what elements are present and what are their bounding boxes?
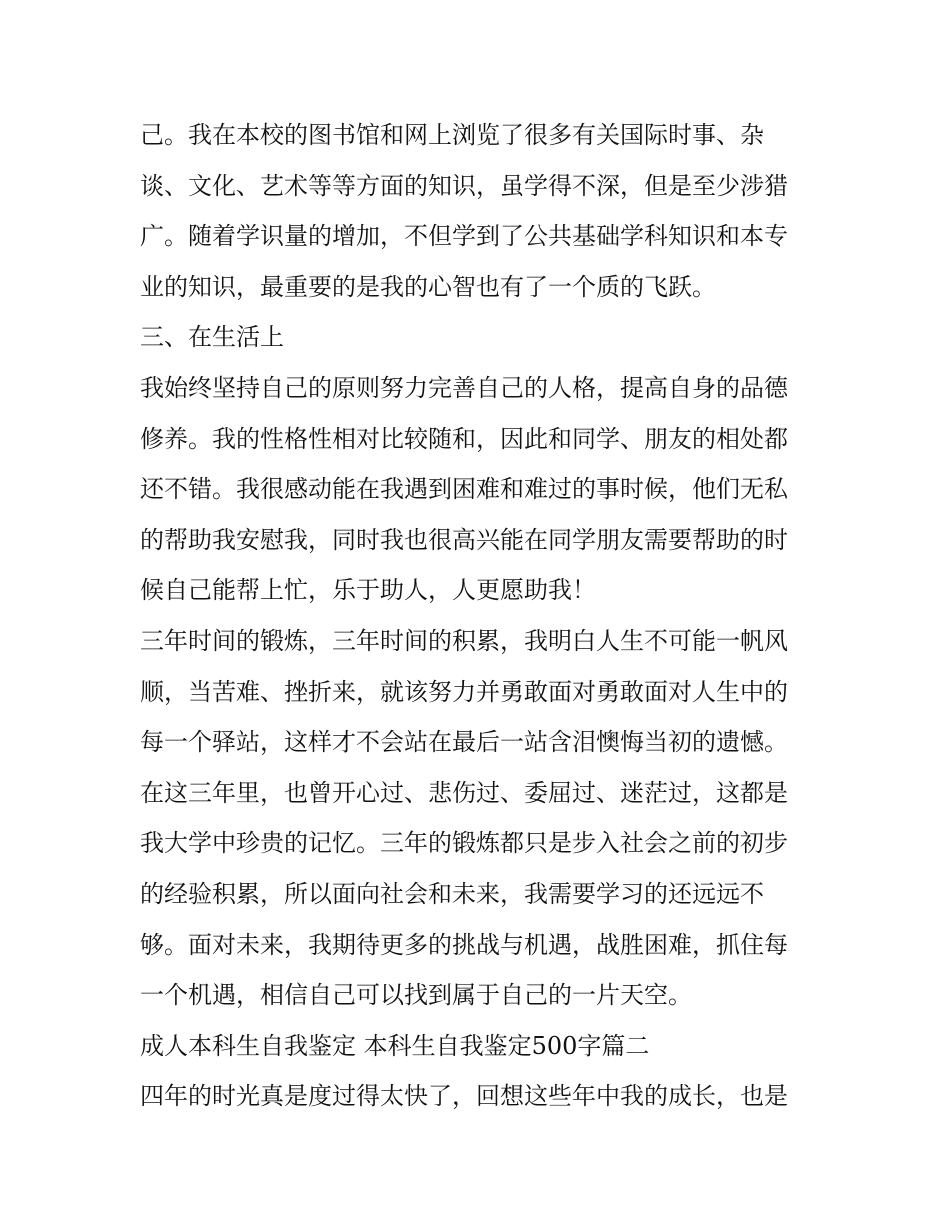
text-line: 三年时间的锻炼，三年时间的积累，我明白人生不可能一帆风: [140, 626, 788, 655]
section-heading: 三、在生活上: [140, 323, 284, 352]
text-line: 在这三年里，也曾开心过、悲伤过、委屈过、迷茫过，这都是: [140, 778, 788, 807]
text-line: 业的知识，最重要的是我的心智也有了一个质的飞跃。: [140, 272, 716, 301]
article-title: 成人本科生自我鉴定 本科生自我鉴定500字篇二: [140, 1031, 650, 1060]
text-line: 广。随着学识量的增加，不但学到了公共基础学科知识和本专: [140, 222, 788, 251]
text-line: 够。面对未来，我期待更多的挑战与机遇，战胜困难，抓住每: [140, 930, 788, 959]
document-body: [140, 110, 820, 1122]
text-line: 顺，当苦难、挫折来，就该努力并勇敢面对勇敢面对人生中的: [140, 677, 788, 706]
text-line: 一个机遇，相信自己可以找到属于自己的一片天空。: [140, 981, 692, 1010]
text-line: 谈、文化、艺术等等方面的知识，虽学得不深，但是至少涉猎: [140, 171, 788, 200]
text-line: 候自己能帮上忙，乐于助人，人更愿助我！: [140, 576, 596, 605]
text-line: 的帮助我安慰我，同时我也很高兴能在同学朋友需要帮助的时: [140, 525, 788, 554]
text-line: 的经验积累，所以面向社会和未来，我需要学习的还远远不: [140, 879, 764, 908]
text-line: 修养。我的性格性相对比较随和，因此和同学、朋友的相处都: [140, 424, 788, 453]
text-line: 我始终坚持自己的原则努力完善自己的人格，提高自身的品德: [140, 373, 788, 402]
text-line: 我大学中珍贵的记忆。三年的锻炼都只是步入社会之前的初步: [140, 829, 788, 858]
text-line: 四年的时光真是度过得太快了，回想这些年中我的成长，也是: [140, 1082, 788, 1111]
text-line: 还不错。我很感动能在我遇到困难和难过的事时候，他们无私: [140, 475, 788, 504]
text-line: 己。我在本校的图书馆和网上浏览了很多有关国际时事、杂: [140, 121, 764, 149]
text-line: 每一个驿站，这样才不会站在最后一站含泪懊悔当初的遗憾。: [140, 728, 788, 757]
